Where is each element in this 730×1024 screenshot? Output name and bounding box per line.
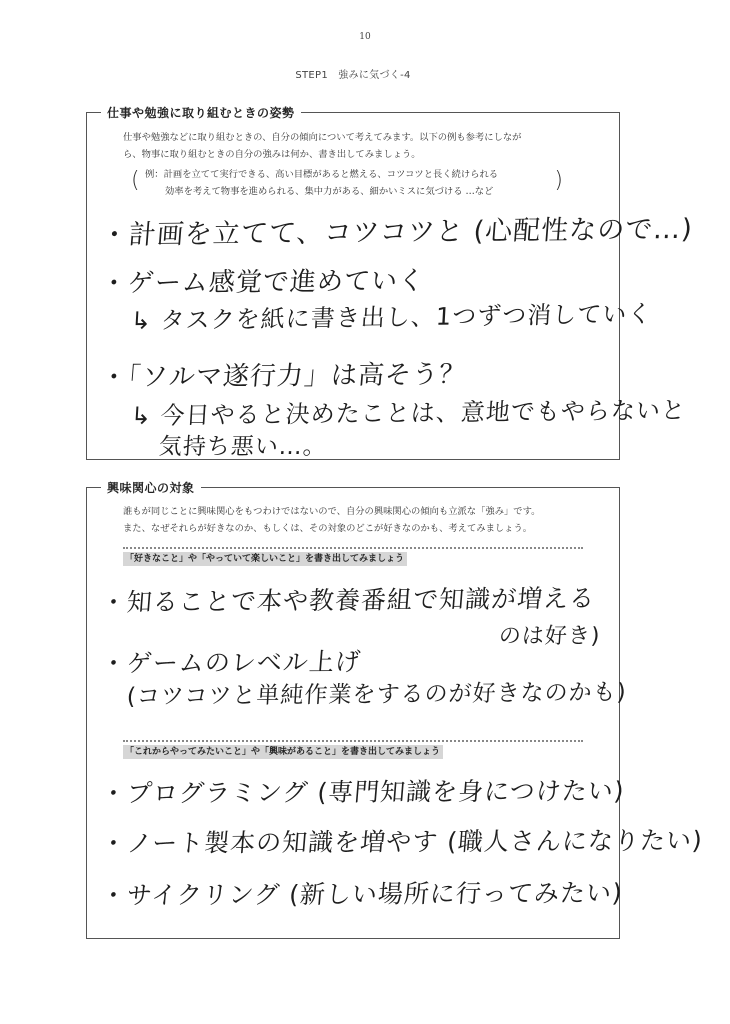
interests-section <box>86 481 705 939</box>
handwritten-answer: ・ゲームのレベル上げ <box>99 647 363 678</box>
page-number: 10 <box>359 32 371 42</box>
example-box <box>131 166 563 202</box>
close-paren: ) <box>554 168 563 193</box>
dotted-divider <box>123 547 583 549</box>
section-title: 仕事や勉強に取り組むときの姿勢 <box>101 104 301 121</box>
handwritten-answer: のは好き) <box>497 624 602 649</box>
handwritten-answer: ↳ タスクを紙に書き出し、1つずつ消していく <box>130 299 654 335</box>
step-title: STEP1 強みに気づく-4 <box>295 70 411 81</box>
example-line: 例：計画を立てて実行できる、高い目標があると燃える、コツコツと長く続けられる <box>145 169 499 180</box>
handwritten-answer: 気持ち悪い…。 <box>157 434 328 460</box>
handwritten-answer: ・ノート製本の知識を増やす (職人さんになりたい) <box>99 825 705 858</box>
handwritten-answer: ・サイクリング (新しい場所に行ってみたい) <box>99 878 625 910</box>
handwritten-answer: ・計画を立てて、コツコツと (心配性なので…) <box>99 213 695 251</box>
instruction-line: 誰もが同じことに興味関心をもつわけではないので、自分の興味関心の傾向も立派な「強み」です。 <box>123 506 541 517</box>
likes-prompt: 「好きなこと」や「やっていて楽しいこと」を書き出してみましょう <box>123 552 407 566</box>
handwritten-answer: ・知ることで本や教養番組で知識が増える <box>99 583 597 617</box>
handwritten-answer: ・プログラミング (専門知識を身につけたい) <box>99 776 626 808</box>
instruction-line: ら、物事に取り組むときの自分の強みは何か、書き出してみましょう。 <box>123 149 421 160</box>
example-line: 効率を考えて物事を進められる、集中力がある、細かいミスに気づける …など <box>165 186 494 197</box>
section-instructions <box>123 129 593 163</box>
open-paren: ( <box>131 168 140 193</box>
handwritten-answer: (コツコツと単純作業をするのが好きなのかも) <box>126 679 628 710</box>
dotted-divider <box>123 740 583 742</box>
handwritten-answer: ・「ソルマ遂行力」は高そう？ <box>99 359 468 393</box>
instruction-line: 仕事や勉強などに取り組むときの、自分の傾向について考えてみます。以下の例も参考にしなが <box>123 132 522 143</box>
instruction-line: また、なぜそれらが好きなのか、もしくは、その対象のどこが好きなのかも、考えてみましょう。 <box>123 523 533 534</box>
handwritten-answer: ↳ 今日やると決めたことは、意地でもやらないと <box>130 396 687 430</box>
wants-prompt: 「これからやってみたいこと」や「興味があること」を書き出してみましょう <box>123 745 443 759</box>
work-study-attitude-section <box>86 106 695 460</box>
handwritten-answer: ・ゲーム感覚で進めていく <box>99 266 427 299</box>
section-title: 興味関心の対象 <box>101 479 201 496</box>
section-instructions <box>123 503 593 537</box>
